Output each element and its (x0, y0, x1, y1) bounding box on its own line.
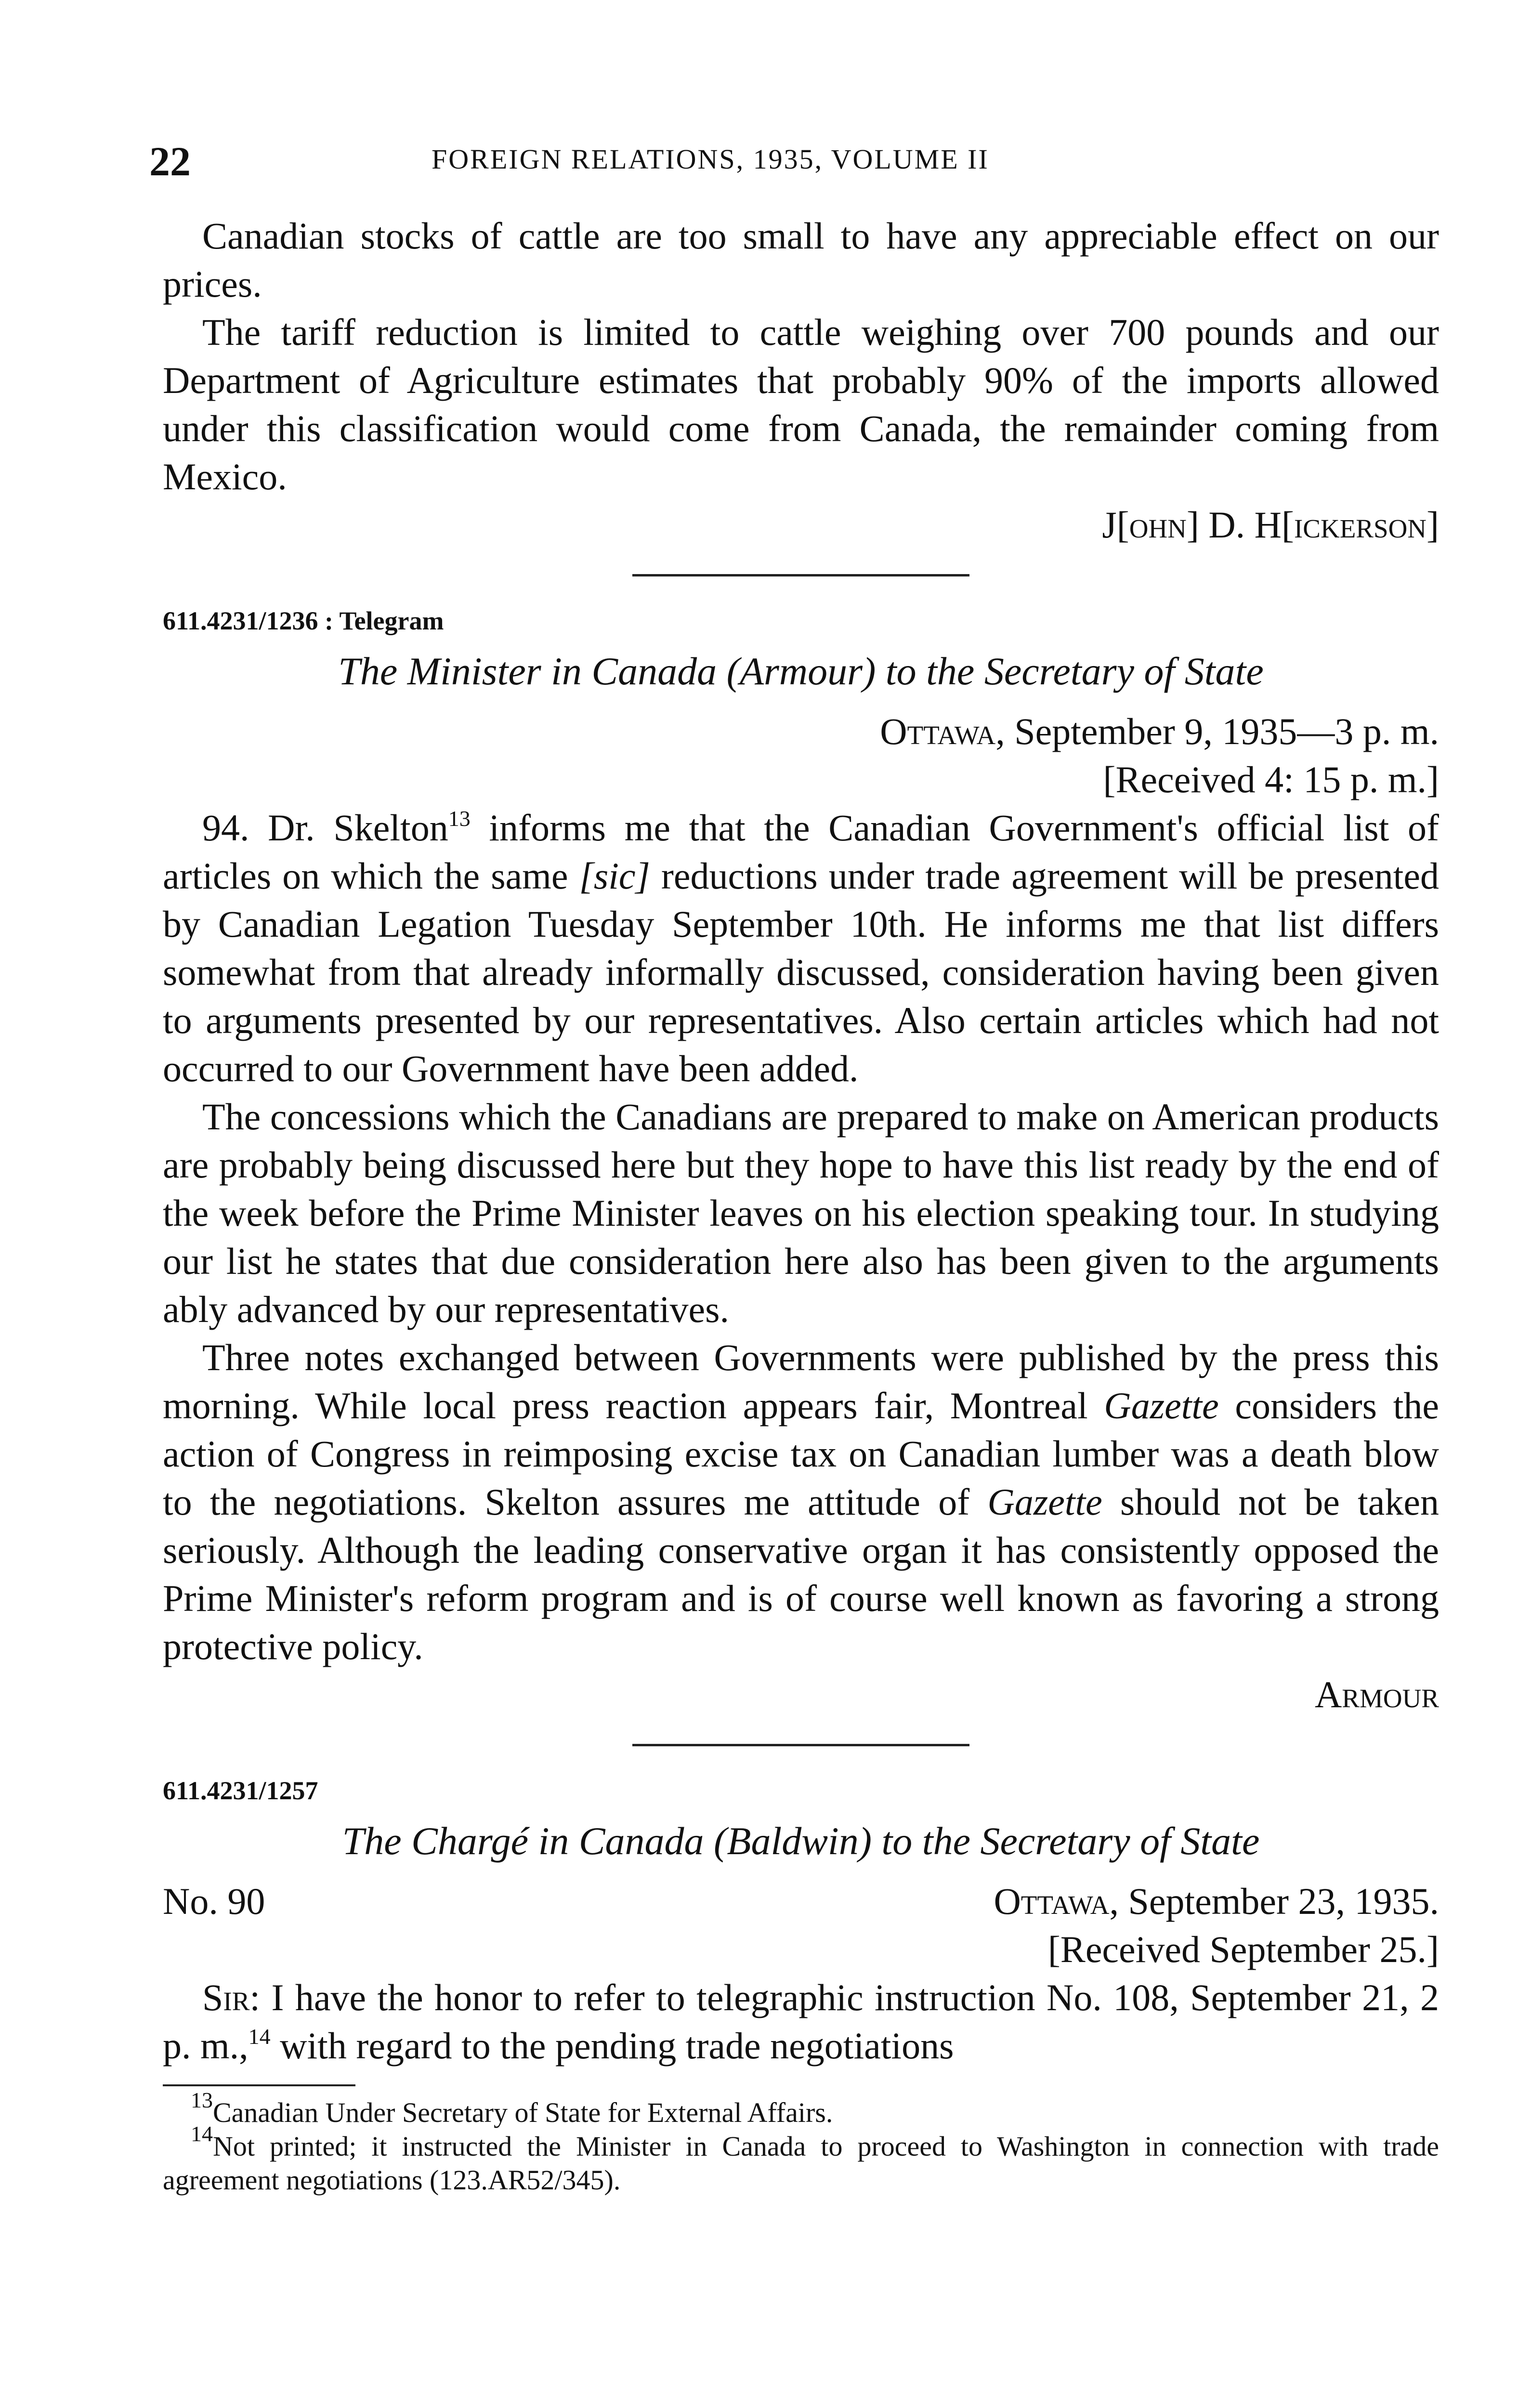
footnote-13 (163, 2088, 1439, 2130)
doc1-p1-text-a: 94. Dr. Skelton (202, 807, 448, 849)
doc1-paragraph-3 (163, 1334, 1439, 1671)
section-divider-1 (632, 574, 969, 576)
doc1-paragraph-2: The concessions which the Canadians are prepared to make on American products are probably being discussed here but they hope to have this list ready by the end of the week before the Prime Minister leaves on his election speaking tour. In studying our list he states that due consideration here also has been given to the arguments ably advanced by our representatives. (163, 1096, 1439, 1330)
doc1-date: , September 9, 1935—3 p. m. (995, 710, 1439, 752)
doc2-received: [Received September 25.] (1047, 1928, 1439, 1970)
doc1-received: [Received 4: 15 p. m.] (1103, 759, 1439, 800)
footnote-14-text: Not printed; it instructed the Minister in Canada to proceed to Washington in connection with trade agreement negotiations (123.AR52/345). (163, 2131, 1439, 2196)
top-paragraph-1: Canadian stocks of cattle are too small to have any appreciable effect on our prices. (163, 215, 1439, 305)
doc1-p1-text-c: reductions under trade agreement will be presented by Canadian Legation Tuesday September 10th. He informs me that list differs somewhat from that already informally discussed, consideration having been given to arguments presented by our representatives. Also certain articles which had not occurred to our Government have been added. (163, 855, 1439, 1089)
doc2-p1-text-b: with regard to the pending trade negotiations (270, 2025, 954, 2067)
sic-note: [sic] (579, 855, 650, 897)
doc2-p1-text-a: : I have the honor to refer to telegraphic instruction No. 108, September 21, 2 p. m., (163, 1976, 1439, 2067)
doc1-place: Ottawa (880, 710, 996, 752)
footnote-ref-13: 13 (448, 806, 471, 831)
footnote-13-text: Canadian Under Secretary of State for External Affairs. (213, 2097, 833, 2128)
gazette-title-2: Gazette (987, 1481, 1102, 1523)
footnote-rule (163, 2084, 355, 2086)
doc2-caption: The Chargé in Canada (Baldwin) to the Secretary of State (342, 1819, 1260, 1863)
footnote-ref-14: 14 (248, 2024, 271, 2049)
page-number: 22 (149, 138, 191, 184)
top-signature: J[ohn] D. H[ickerson] (1102, 504, 1439, 546)
doc1-file-number: 611.4231/1236 : Telegram (163, 606, 444, 635)
doc2-number-dateline (163, 1877, 1439, 1925)
doc2-date: , September 23, 1935. (1109, 1880, 1439, 1922)
doc1-caption: The Minister in Canada (Armour) to the Secretary of State (338, 649, 1264, 693)
doc2-place: Ottawa (994, 1880, 1110, 1922)
doc1-paragraph-1 (163, 804, 1439, 1093)
doc2-paragraph-1 (163, 1974, 1439, 2070)
page-body (163, 212, 1439, 2197)
running-head: FOREIGN RELATIONS, 1935, VOLUME II (432, 144, 989, 175)
doc2-number: No. 90 (163, 1880, 265, 1922)
doc2-file-number: 611.4231/1257 (163, 1776, 318, 1805)
running-header (149, 137, 1439, 190)
doc2-dateline (994, 1877, 1439, 1925)
footnote-14-number: 14 (191, 2121, 213, 2146)
doc1-p3-text-b: considers the action of Congress in reimposing excise tax on Canadian lumber was a death blow to the negotiations. Skelton assures me attitude of (163, 1385, 1439, 1523)
top-paragraph-2: The tariff reduction is limited to cattle weighing over 700 pounds and our Department of Agriculture estimates that probably 90% of the imports allowed under this classification would come from Canada, the remainder coming from Mexico. (163, 311, 1439, 497)
gazette-title-1: Gazette (1104, 1385, 1219, 1426)
footnote-14 (163, 2121, 1439, 2197)
doc1-p3-text-a: Three notes exchanged between Governments were published by the press this morning. While local press reaction appears fair, Montreal (163, 1336, 1439, 1426)
doc1-dateline (163, 707, 1439, 756)
doc1-p3-text-c: should not be taken seriously. Although the leading conservative organ it has consistently opposed the Prime Minister's reform program and is of course well known as favoring a strong protective policy. (163, 1481, 1439, 1667)
doc2-salutation: Sir (202, 1976, 250, 2018)
section-divider-2 (632, 1744, 969, 1746)
doc1-signature: Armour (1314, 1674, 1439, 1715)
footnote-13-number: 13 (191, 2088, 213, 2112)
doc1-p1-text-b: informs me that the Canadian Government's official list of articles on which the same (163, 807, 1439, 897)
